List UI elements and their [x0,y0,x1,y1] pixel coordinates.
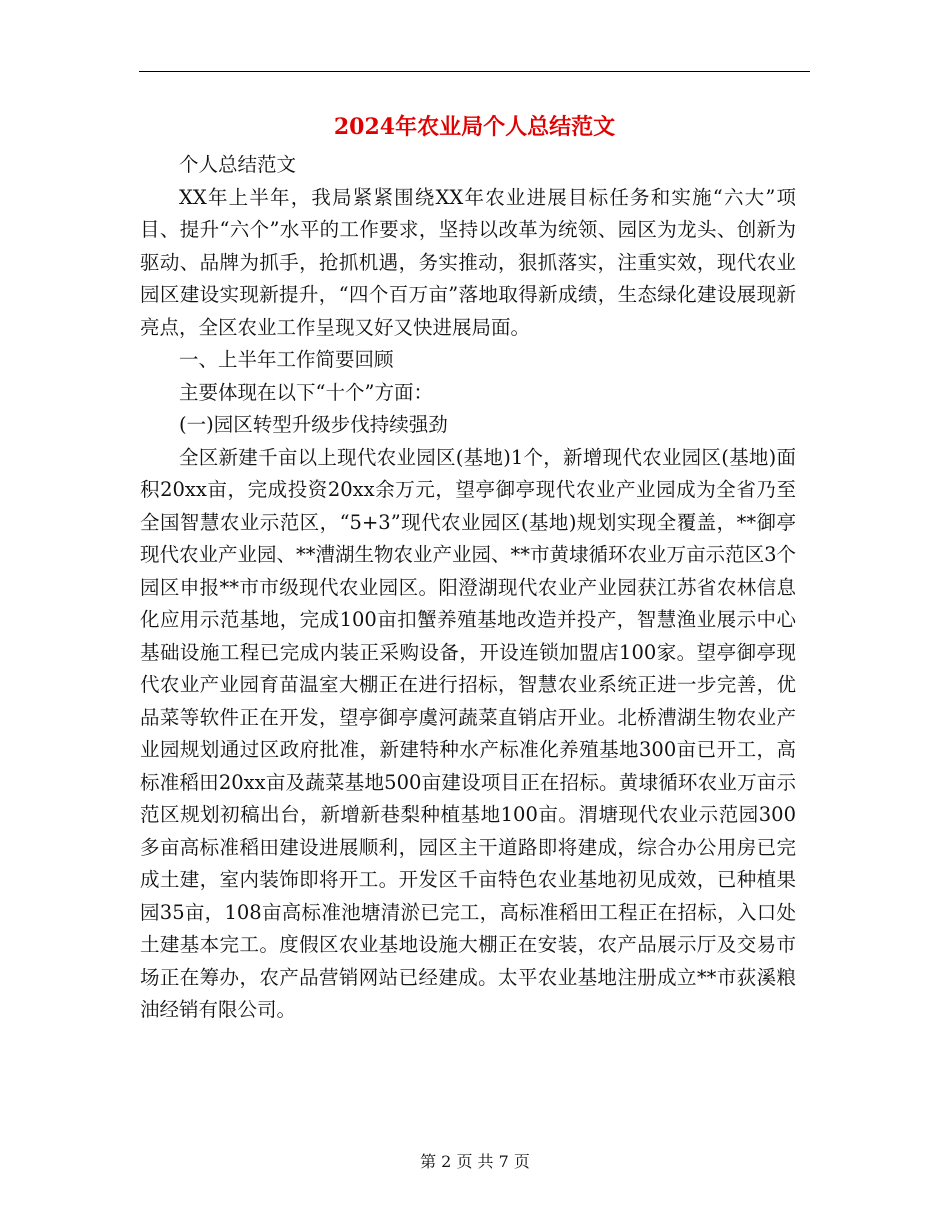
body-paragraph: 全区新建千亩以上现代农业园区(基地)1个，新增现代农业园区(基地)面积20xx亩，完成投资20xx余万元，望亭御亭现代农业产业园成为全省乃至全国智慧农业示范区，“5+3”现代农业园区(基地)规划实现全覆盖，**御亭现代农业产业园、**漕湖生物农业产业园、**市黄埭循环农业万亩示范区3个园区申报**市市级现代农业园区。阳澄湖现代农业产业园获江苏省农林信息化应用示范基地，完成100亩扣蟹养殖基地改造并投产，智慧渔业展示中心基础设施工程已完成内装正采购设备，开设连锁加盟店100家。望亭御亭现代农业产业园育苗温室大棚正在进行招标，智慧农业系统正进一步完善，优品菜等软件正在开发，望亭御亭虞河蔬菜直销店开业。北桥漕湖生物农业产业园规划通过区政府批准，新建特种水产标准化养殖基地300亩已开工，高标准稻田20xx亩及蔬菜基地500亩建设项目正在招标。黄埭循环农业万亩示范区规划初稿出台，新增新巷梨种植基地100亩。渭塘现代农业示范园300多亩高标准稻田建设进展顺利，园区主干道路即将建成，综合办公用房已完成土建，室内装饰即将开工。开发区千亩特色农业基地初见成效，已种植果园35亩，108亩高标准池塘清淤已完工，高标准稻田工程正在招标，入口处土建基本完工。度假区农业基地设施大棚正在安装，农产品展示厅及交易市场正在筹办，农产品营销网站已经建成。太平农业基地注册成立**市荻溪粮油经销有限公司。 [140,445,796,1021]
section-heading: 一、上半年工作简要回顾 [179,348,394,371]
header-rule [139,71,810,72]
document-body [140,149,796,1027]
summary-paragraph: 主要体现在以下“十个”方面： [179,380,433,404]
subtitle-paragraph: 个人总结范文 [179,153,297,176]
page-number: 第 2 页 共 7 页 [420,1152,530,1171]
subsection-heading: (一)园区转型升级步伐持续强劲 [179,413,448,436]
intro-paragraph: XX年上半年，我局紧紧围绕XX年农业进展目标任务和实施“六大”项目、提升“六个”水平的工作要求，坚持以改革为统领、园区为龙头、创新为驱动、品牌为抓手，抢抓机遇，务实推动，狠抓落实，注重实效，现代农业园区建设实现新提升，“四个百万亩”落地取得新成绩，生态绿化建设展现新亮点，全区农业工作呈现又好又快进展局面。 [140,185,796,339]
document-title: 2024年农业局个人总结范文 [333,114,616,140]
